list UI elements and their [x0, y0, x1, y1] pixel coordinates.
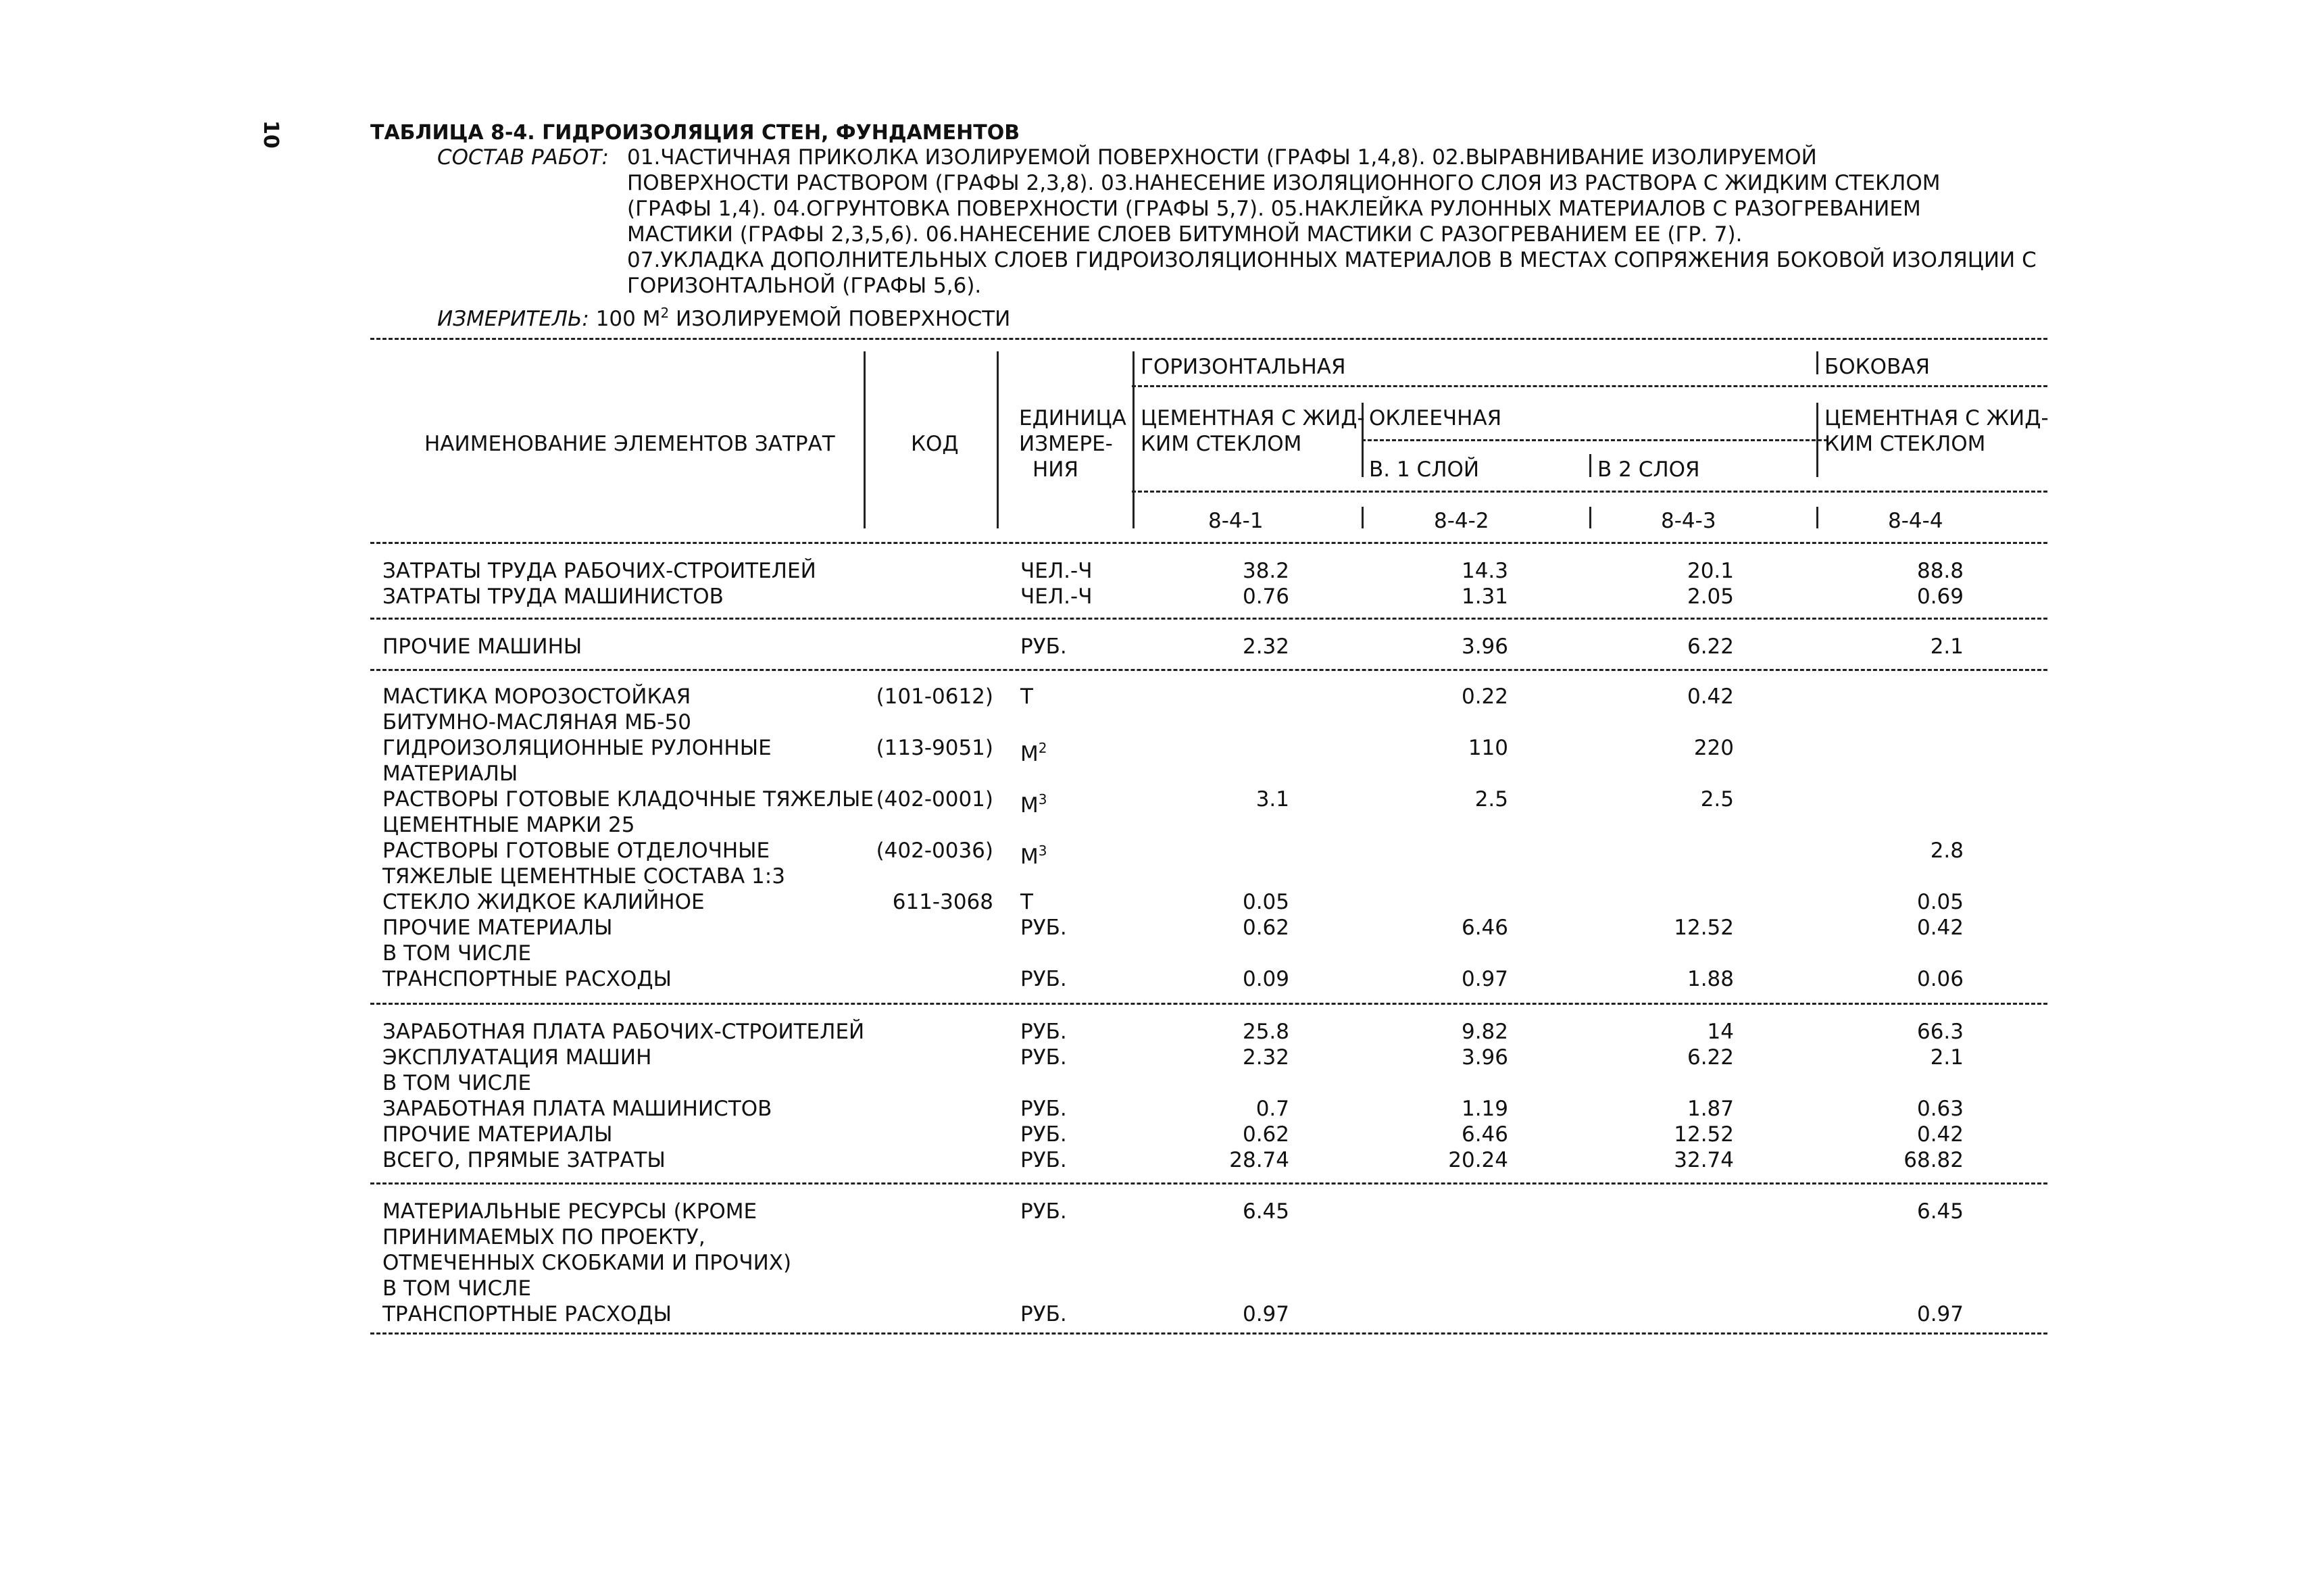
row-value-v1: 0.62: [1242, 916, 1289, 940]
row-value-v1: 38.2: [1242, 559, 1289, 583]
row-name: ВСЕГО, ПРЯМЫЕ ЗАТРАТЫ: [382, 1148, 666, 1172]
row-value-v2: 2.5: [1474, 787, 1508, 812]
table-title: ТАБЛИЦА 8-4. ГИДРОИЗОЛЯЦИЯ СТЕН, ФУНДАМЕНТОВ: [370, 121, 1020, 145]
row-value-v2: 0.22: [1461, 684, 1508, 709]
row-unit: РУБ.: [1020, 1148, 1067, 1172]
measure-sup: 2: [660, 305, 670, 321]
row-value-v4: 0.06: [1916, 967, 1964, 991]
row-name: ЗАТРАТЫ ТРУДА МАШИНИСТОВ: [382, 584, 724, 609]
row-unit: РУБ.: [1020, 967, 1067, 991]
row-name: ГИДРОИЗОЛЯЦИОННЫЕ РУЛОННЫЕ: [382, 736, 772, 760]
header-layer-1: В. 1 СЛОЙ: [1369, 457, 1480, 482]
header-cement-1: ЦЕМЕНТНАЯ С ЖИД-: [1141, 406, 1365, 430]
row-value-v1: 0.76: [1242, 584, 1289, 609]
row-unit: [1020, 787, 1047, 818]
row-value-v4: 2.1: [1930, 1045, 1964, 1070]
row-value-v3: 220: [1693, 736, 1734, 760]
row-value-v2: 6.46: [1461, 916, 1508, 940]
header-code: КОД: [911, 432, 959, 456]
row-unit: РУБ.: [1020, 634, 1067, 659]
row-name: В ТОМ ЧИСЛЕ: [382, 1276, 532, 1301]
row-value-v1: 25.8: [1242, 1020, 1289, 1044]
header-unit-3: НИЯ: [1032, 457, 1079, 482]
row-value-v4: 2.1: [1930, 634, 1964, 659]
measure-value: 100 М: [595, 307, 661, 331]
row-unit: РУБ.: [1020, 1097, 1067, 1121]
row-name: ТРАНСПОРТНЫЕ РАСХОДЫ: [382, 967, 672, 991]
row-name: РАСТВОРЫ ГОТОВЫЕ КЛАДОЧНЫЕ ТЯЖЕЛЫЕ: [382, 787, 874, 812]
row-unit: [1020, 735, 1047, 767]
row-name: ЭКСПЛУАТАЦИЯ МАШИН: [382, 1045, 652, 1070]
header-col-2: 8-4-2: [1434, 509, 1489, 533]
vbar: [997, 351, 999, 528]
row-unit: РУБ.: [1020, 1122, 1067, 1147]
row-name: СТЕКЛО ЖИДКОЕ КАЛИЙНОЕ: [382, 890, 705, 914]
row-value-v4: 0.05: [1916, 890, 1964, 914]
rule-section: [370, 1182, 2047, 1184]
row-unit: ЧЕЛ.-Ч: [1020, 559, 1093, 583]
row-name: ЦЕМЕНТНЫЕ МАРКИ 25: [382, 813, 635, 837]
row-value-v1: 0.05: [1242, 890, 1289, 914]
row-value-v1: 2.32: [1242, 1045, 1289, 1070]
row-value-v1: 0.62: [1242, 1122, 1289, 1147]
row-name: ЗАРАБОТНАЯ ПЛАТА РАБОЧИХ-СТРОИТЕЛЕЙ: [382, 1020, 865, 1044]
row-unit: РУБ.: [1020, 916, 1067, 940]
row-unit-base: М: [1020, 742, 1039, 766]
row-value-v3: 12.52: [1674, 916, 1734, 940]
vbar: [1589, 454, 1591, 477]
rule-bottom: [370, 1332, 2047, 1335]
work-line: ГОРИЗОНТАЛЬНОЙ (ГРАФЫ 5,6).: [627, 274, 982, 298]
row-value-v3: 14: [1707, 1020, 1734, 1044]
row-unit-base: М: [1020, 845, 1039, 869]
row-value-v1: 2.32: [1242, 634, 1289, 659]
header-unit-1: ЕДИНИЦА: [1019, 406, 1126, 430]
work-line: 01.ЧАСТИЧНАЯ ПРИКОЛКА ИЗОЛИРУЕМОЙ ПОВЕРХНОСТИ (ГРАФЫ 1,4,8). 02.ВЫРАВНИВАНИЕ ИЗОЛИРУЕМОЙ: [627, 145, 1817, 170]
row-name: ПРОЧИЕ МАТЕРИАЛЫ: [382, 916, 613, 940]
row-value-v4: 0.42: [1916, 916, 1964, 940]
row-name: ОТМЕЧЕННЫХ СКОБКАМИ И ПРОЧИХ): [382, 1251, 792, 1275]
row-value-v1: 6.45: [1242, 1199, 1289, 1224]
header-pasted: ОКЛЕЕЧНАЯ: [1369, 406, 1502, 430]
header-unit-2: ИЗМЕРЕ-: [1019, 432, 1113, 456]
vbar: [1589, 507, 1591, 528]
row-value-v4: 0.97: [1916, 1302, 1964, 1326]
row-unit-sup: 2: [1038, 740, 1047, 756]
vbar: [864, 351, 866, 528]
row-unit: Т: [1020, 890, 1033, 914]
row-unit: Т: [1020, 684, 1033, 709]
row-value-v1: 0.97: [1242, 1302, 1289, 1326]
row-value-v4: 0.42: [1916, 1122, 1964, 1147]
row-code: 611-3068: [892, 890, 993, 914]
row-name: ПРИНИМАЕМЫХ ПО ПРОЕКТУ,: [382, 1225, 705, 1249]
rule-section: [370, 1003, 2047, 1005]
work-line: (ГРАФЫ 1,4). 04.ОГРУНТОВКА ПОВЕРХНОСТИ (ГРАФЫ 5,7). 05.НАКЛЕЙКА РУЛОННЫХ МАТЕРИАЛОВ С РАЗОГРЕВАНИЕМ: [627, 197, 1921, 221]
row-value-v1: 0.09: [1242, 967, 1289, 991]
work-line: ПОВЕРХНОСТИ РАСТВОРОМ (ГРАФЫ 2,3,8). 03.НАНЕСЕНИЕ ИЗОЛЯЦИОННОГО СЛОЯ ИЗ РАСТВОРА С ЖИДКИМ СТЕКЛОМ: [627, 171, 1941, 195]
row-value-v4: 0.69: [1916, 584, 1964, 609]
row-unit-base: М: [1020, 793, 1039, 818]
rule-section: [370, 669, 2047, 671]
row-value-v1: 3.1: [1255, 787, 1289, 812]
row-value-v1: 0.7: [1255, 1097, 1289, 1121]
row-value-v2: 3.96: [1461, 634, 1508, 659]
row-unit-sup: 3: [1038, 791, 1047, 807]
row-name: ПРОЧИЕ МАШИНЫ: [382, 634, 582, 659]
row-name: В ТОМ ЧИСЛЕ: [382, 1071, 532, 1095]
row-value-v3: 0.42: [1687, 684, 1734, 709]
measure-rest: ИЗОЛИРУЕМОЙ ПОВЕРХНОСТИ: [669, 307, 1011, 331]
row-value-v2: 1.19: [1461, 1097, 1508, 1121]
row-name: РАСТВОРЫ ГОТОВЫЕ ОТДЕЛОЧНЫЕ: [382, 839, 770, 863]
row-value-v2: 14.3: [1461, 559, 1508, 583]
row-unit: РУБ.: [1020, 1199, 1067, 1224]
row-value-v3: 6.22: [1687, 634, 1734, 659]
row-value-v2: 0.97: [1461, 967, 1508, 991]
row-unit: РУБ.: [1020, 1020, 1067, 1044]
header-name: НАИМЕНОВАНИЕ ЭЛЕМЕНТОВ ЗАТРАТ: [424, 432, 835, 456]
rule-header-2: [1362, 439, 1828, 441]
row-unit: РУБ.: [1020, 1045, 1067, 1070]
row-unit-sup: 3: [1038, 843, 1047, 859]
rule-header-bottom: [370, 542, 2047, 544]
header-col-1: 8-4-1: [1208, 509, 1264, 533]
vbar: [1816, 351, 1818, 374]
row-value-v1: 28.74: [1229, 1148, 1289, 1172]
measure-line: [437, 300, 1010, 332]
row-value-v2: 20.24: [1448, 1148, 1508, 1172]
row-value-v2: 9.82: [1461, 1020, 1508, 1044]
header-col-3: 8-4-3: [1661, 509, 1716, 533]
row-name: ТЯЖЕЛЫЕ ЦЕМЕНТНЫЕ СОСТАВА 1:3: [382, 864, 785, 889]
header-cement-2: КИМ СТЕКЛОМ: [1141, 432, 1302, 456]
row-value-v4: 66.3: [1916, 1020, 1964, 1044]
row-value-v4: 2.8: [1930, 839, 1964, 863]
vbar: [1132, 351, 1135, 528]
header-layer-2: В 2 СЛОЯ: [1597, 457, 1700, 482]
rule-section: [370, 618, 2047, 620]
rule-top: [370, 338, 2047, 340]
row-unit: РУБ.: [1020, 1302, 1067, 1326]
row-value-v4: 0.63: [1916, 1097, 1964, 1121]
vbar: [1362, 507, 1364, 528]
row-name: ТРАНСПОРТНЫЕ РАСХОДЫ: [382, 1302, 672, 1326]
header-horizontal: ГОРИЗОНТАЛЬНАЯ: [1141, 355, 1346, 379]
row-value-v2: 1.31: [1461, 584, 1508, 609]
row-value-v3: 20.1: [1687, 559, 1734, 583]
row-value-v3: 12.52: [1674, 1122, 1734, 1147]
row-unit: [1020, 838, 1047, 870]
measure-label: ИЗМЕРИТЕЛЬ:: [437, 307, 589, 331]
row-name: МАТЕРИАЛЫ: [382, 762, 518, 786]
row-value-v3: 32.74: [1674, 1148, 1734, 1172]
row-value-v3: 2.5: [1700, 787, 1734, 812]
work-label: СОСТАВ РАБОТ:: [437, 145, 609, 170]
row-value-v3: 1.88: [1687, 967, 1734, 991]
row-name: В ТОМ ЧИСЛЕ: [382, 941, 532, 966]
row-value-v2: 6.46: [1461, 1122, 1508, 1147]
header-col-4: 8-4-4: [1888, 509, 1943, 533]
row-value-v4: 88.8: [1916, 559, 1964, 583]
row-name: БИТУМНО-МАСЛЯНАЯ МБ-50: [382, 710, 691, 734]
row-code: (402-0001): [876, 787, 993, 812]
vbar: [1816, 403, 1818, 477]
row-unit: ЧЕЛ.-Ч: [1020, 584, 1093, 609]
row-code: (402-0036): [876, 839, 993, 863]
header-side: БОКОВАЯ: [1824, 355, 1931, 379]
work-line: МАСТИКИ (ГРАФЫ 2,3,5,6). 06.НАНЕСЕНИЕ СЛОЕВ БИТУМНОЙ МАСТИКИ С РАЗОГРЕВАНИЕМ ЕЕ (ГР. 7).: [627, 222, 1743, 247]
work-line: 07.УКЛАДКА ДОПОЛНИТЕЛЬНЫХ СЛОЕВ ГИДРОИЗОЛЯЦИОННЫХ МАТЕРИАЛОВ В МЕСТАХ СОПРЯЖЕНИЯ БОКОВОЙ ИЗОЛЯЦИИ С: [627, 248, 2037, 272]
header-side-cement-2: КИМ СТЕКЛОМ: [1824, 432, 1986, 456]
row-name: МАСТИКА МОРОЗОСТОЙКАЯ: [382, 684, 691, 709]
rule-header-3: [1132, 491, 2047, 493]
row-code: (113-9051): [876, 736, 993, 760]
row-name: ПРОЧИЕ МАТЕРИАЛЫ: [382, 1122, 613, 1147]
row-name: ЗАРАБОТНАЯ ПЛАТА МАШИНИСТОВ: [382, 1097, 772, 1121]
row-value-v3: 1.87: [1687, 1097, 1734, 1121]
vbar: [1816, 507, 1818, 528]
row-value-v2: 110: [1468, 736, 1508, 760]
header-side-cement-1: ЦЕМЕНТНАЯ С ЖИД-: [1824, 406, 2049, 430]
row-name: ЗАТРАТЫ ТРУДА РАБОЧИХ-СТРОИТЕЛЕЙ: [382, 559, 816, 583]
row-value-v4: 6.45: [1916, 1199, 1964, 1224]
row-code: (101-0612): [876, 684, 993, 709]
row-value-v2: 3.96: [1461, 1045, 1508, 1070]
row-name: МАТЕРИАЛЬНЫЕ РЕСУРСЫ (КРОМЕ: [382, 1199, 757, 1224]
row-value-v4: 68.82: [1903, 1148, 1964, 1172]
row-value-v3: 6.22: [1687, 1045, 1734, 1070]
page-number: 10: [259, 120, 282, 149]
row-value-v3: 2.05: [1687, 584, 1734, 609]
rule-header-1: [1132, 385, 2047, 387]
